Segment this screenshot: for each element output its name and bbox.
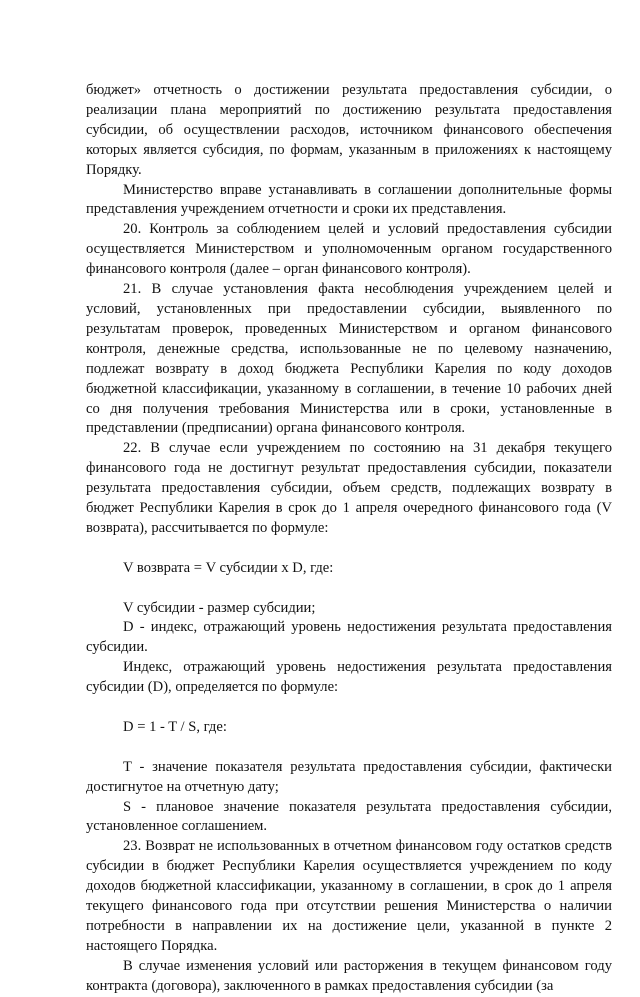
paragraph-23-unused-balances: 23. Возврат не использованных в отчетном финансовом году остатков средств субсидии в бюджет Республики Карелия осуществляется учреждением по коду доходов бюджетной классификации, указанному в соглашении, в срок до 1 апреля текущего финансового года при отсутствии решения Министерства о наличии потребности в направлении их на достижение цели, указанной в пункте 2 настоящего Порядка.: [86, 838, 612, 954]
paragraph-22-formula-intro: 22. В случае если учреждением по состоянию на 31 декабря текущего финансового года не достигнут результат предоставления субсидии, показатели результата предоставления субсидии, объем средств, подлежащих возврату в бюджет Республики Карелия в срок до 1 апреля очередного финансового года (V возврата), рассчитывается по формуле:: [86, 440, 612, 536]
paragraph-21-refund: 21. В случае установления факта несоблюдения учреждением целей и условий, установленных при предоставлении субсидии, выявленного по результатам проверок, проведенных Министерством и органом финансового контроля, денежные средства, использованные не по целевому назначению, подлежат возврату в доход бюджета Республики Карелия по коду доходов бюджетной классификации, указанному в соглашении, в течение 10 рабочих дней со дня получения требования Министерства или в сроки, установленные в представлении (предписании) органа финансового контроля.: [86, 281, 612, 437]
paragraph-20-control: 20. Контроль за соблюдением целей и условий предоставления субсидии осуществляется Министерством и уполномоченным органом государственного финансового контроля (далее – орган финансового контроля).: [86, 221, 612, 278]
formula-d-index: D = 1 - T / S, где:: [123, 718, 227, 735]
document-page: [86, 81, 612, 997]
definition-t-value: T - значение показателя результата предоставления субсидии, фактически достигнутое на отчетную дату;: [86, 758, 612, 795]
formula-v-refund: V возврата = V субсидии x D, где:: [123, 559, 334, 576]
paragraph-additional-forms: Министерство вправе устанавливать в соглашении дополнительные формы представления учреждением отчетности и сроки их представления.: [86, 181, 612, 218]
definition-s-value: S - плановое значение показателя результата предоставления субсидии, установленное соглашением.: [86, 798, 612, 835]
paragraph-reporting: бюджет» отчетность о достижении результата предоставления субсидии, о реализации плана мероприятий по достижению результата предоставления субсидии, об осуществлении расходов, источником финансового обеспечения которых является субсидия, по формам, указанным в приложениях к настоящему Порядку.: [86, 82, 612, 178]
paragraph-index-formula-intro: Индекс, отражающий уровень недостижения результата предоставления субсидии (D), определяется по формуле:: [86, 659, 612, 696]
paragraph-contract-change: В случае изменения условий или расторжения в текущем финансовом году контракта (договора), заключенного в рамках предоставления субсидии (за: [86, 957, 612, 994]
definition-d-index: D - индекс, отражающий уровень недостижения результата предоставления субсидии.: [86, 619, 612, 656]
definition-v-subsidy: V субсидии - размер субсидии;: [123, 599, 316, 616]
